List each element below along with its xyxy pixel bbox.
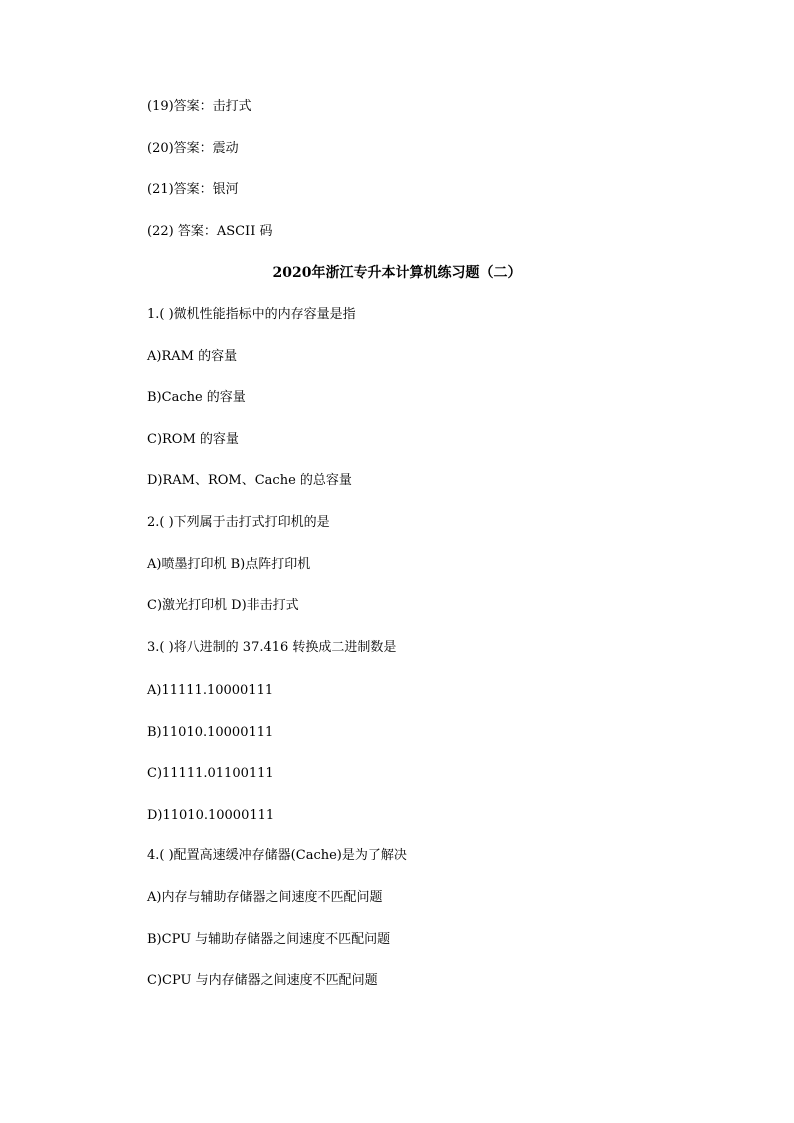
question-1-option-a: A)RAM 的容量 — [147, 349, 238, 364]
question-1-option-c: C)ROM 的容量 — [147, 432, 239, 447]
answer-21: (21)答案：银河 — [147, 182, 239, 197]
answer-20: (20)答案：震动 — [147, 141, 239, 156]
question-3-option-a: A)11111.10000111 — [147, 683, 274, 698]
question-3-option-c: C)11111.01100111 — [147, 766, 274, 781]
question-2-stem: 2.( )下列属于击打式打印机的是 — [147, 515, 330, 530]
question-1-stem: 1.( )微机性能指标中的内存容量是指 — [147, 307, 356, 322]
question-4-stem: 4.( )配置高速缓冲存储器(Cache)是为了解决 — [147, 848, 407, 863]
question-3-option-d: D)11010.10000111 — [147, 808, 275, 823]
question-4-option-a: A)内存与辅助存储器之间速度不匹配问题 — [147, 890, 383, 905]
answer-19: (19)答案：击打式 — [147, 99, 252, 114]
question-3-stem: 3.( )将八进制的 37.416 转换成二进制数是 — [147, 640, 397, 655]
page-title: 2020年浙江专升本计算机练习题（二） — [272, 265, 522, 281]
question-2-options-ab: A)喷墨打印机 B)点阵打印机 — [147, 557, 311, 572]
question-3-option-b: B)11010.10000111 — [147, 725, 274, 740]
question-4-option-b: B)CPU 与辅助存储器之间速度不匹配问题 — [147, 932, 391, 947]
question-2-options-cd: C)激光打印机 D)非击打式 — [147, 598, 299, 613]
question-4-option-c: C)CPU 与内存储器之间速度不匹配问题 — [147, 973, 378, 988]
question-1-option-b: B)Cache 的容量 — [147, 390, 246, 405]
answer-22: (22) 答案：ASCII 码 — [147, 224, 273, 239]
question-1-option-d: D)RAM、ROM、Cache 的总容量 — [147, 473, 352, 488]
